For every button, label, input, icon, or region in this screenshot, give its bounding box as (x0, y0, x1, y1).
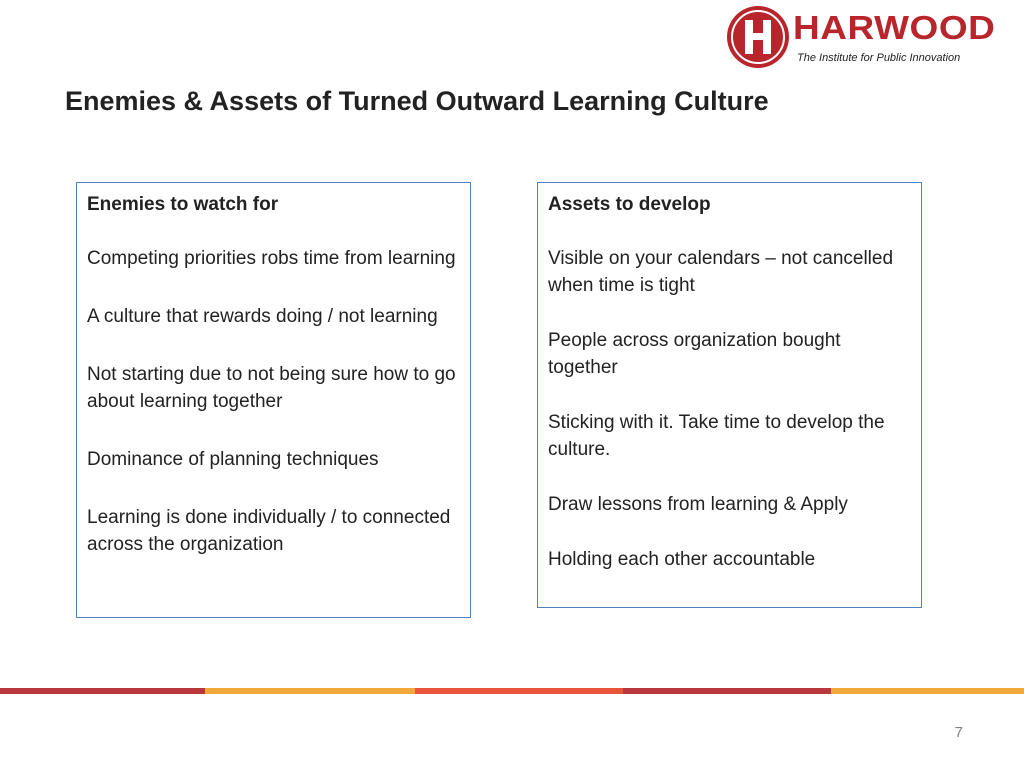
stripe-segment (623, 688, 831, 694)
assets-item: Draw lessons from learning & Apply (548, 494, 848, 515)
assets-heading: Assets to develop (548, 194, 711, 215)
stripe-segment (0, 688, 205, 694)
harwood-logo (727, 6, 1017, 70)
enemies-box (76, 182, 471, 618)
stripe-segment (415, 688, 623, 694)
enemies-item: A culture that rewards doing / not learning (87, 306, 438, 327)
stripe-segment (831, 688, 1024, 694)
logo-wordmark: HARWOOD (793, 9, 996, 46)
enemies-list (87, 245, 460, 558)
logo-tagline: The Institute for Public Innovation (797, 52, 961, 64)
assets-item: People across organization bought together (548, 330, 841, 378)
enemies-item: Dominance of planning techniques (87, 449, 379, 470)
footer-color-stripe (0, 688, 1024, 694)
enemies-item: Competing priorities robs time from learning (87, 248, 456, 269)
page-number: 7 (954, 724, 963, 741)
enemies-item: Not starting due to not being sure how to go about learning together (87, 364, 456, 412)
assets-item: Visible on your calendars – not cancelled when time is tight (548, 248, 894, 296)
slide-title: Enemies & Assets of Turned Outward Learning Culture (65, 86, 769, 116)
assets-item: Holding each other accountable (548, 549, 816, 570)
harwood-h-logo-icon (727, 6, 789, 68)
stripe-segment (205, 688, 415, 694)
assets-list (548, 245, 911, 573)
enemies-item: Learning is done individually / to connected across the organization (87, 507, 451, 555)
assets-item: Sticking with it. Take time to develop the culture. (548, 412, 885, 460)
enemies-heading: Enemies to watch for (87, 194, 279, 215)
assets-box (537, 182, 922, 608)
